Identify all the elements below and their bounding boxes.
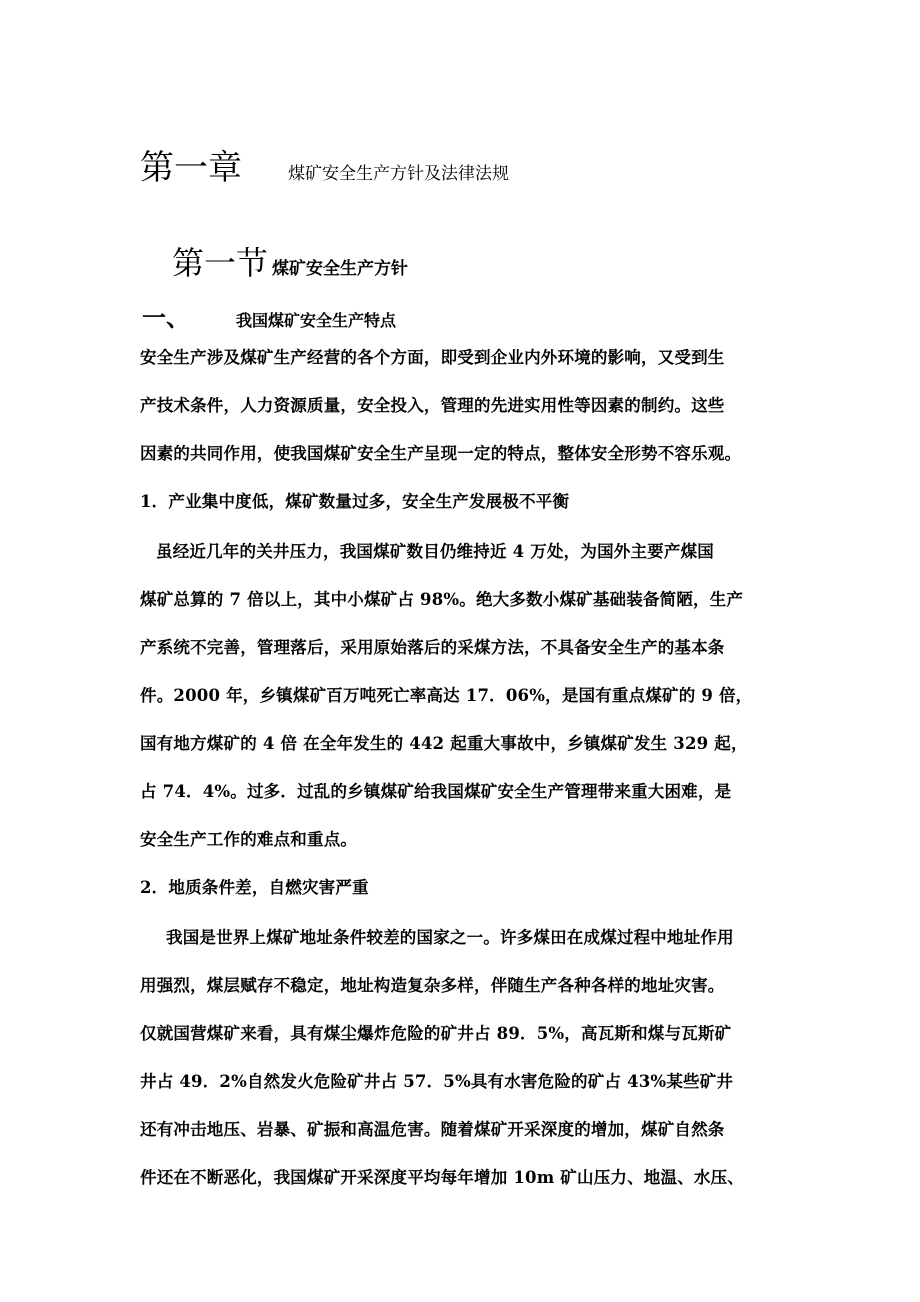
section-title: 煤矿安全生产方针 bbox=[272, 259, 409, 279]
body-line: 安全生产涉及煤矿生产经营的各个方面，即受到企业内外环境的影响，又受到生 bbox=[140, 348, 725, 367]
body-line: 井占 49．2%自然发火危险矿井占 57．5%具有水害危险的矿占 43%某些矿井 bbox=[140, 1072, 734, 1091]
body-line: 煤矿总算的 7 倍以上，其中小煤矿占 98%。绝大多数小煤矿基础装备简陋，生产 bbox=[140, 590, 744, 609]
subsection-heading bbox=[142, 298, 396, 333]
chapter-title: 煤矿安全生产方针及法律法规 bbox=[288, 164, 509, 184]
body-line: 仅就国营煤矿来看，具有煤尘爆炸危险的矿井占 89．5%，高瓦斯和煤与瓦斯矿 bbox=[140, 1024, 732, 1043]
body-line: 件。2000 年，乡镇煤矿百万吨死亡率高达 17．06%，是国有重点煤矿的 9 倍， bbox=[140, 686, 753, 705]
body-line: 我国是世界上煤矿地址条件较差的国家之一。许多煤田在成煤过程中地址作用 bbox=[166, 928, 734, 947]
section-heading bbox=[172, 238, 408, 284]
subsection-title: 我国煤矿安全生产特点 bbox=[236, 311, 397, 330]
subsection-number: 一、 bbox=[142, 303, 190, 332]
body-line: 安全生产工作的难点和重点。 bbox=[140, 830, 358, 849]
body-line: 还有冲击地压、岩暴、矿振和高温危害。随着煤矿开采深度的增加，煤矿自然条 bbox=[140, 1120, 725, 1139]
list-heading-1: 1．产业集中度低，煤矿数量过多，安全生产发展极不平衡 bbox=[140, 492, 570, 511]
chapter-heading bbox=[140, 140, 509, 189]
body-line: 用强烈，煤层赋存不稳定，地址构造复杂多样，伴随生产各种各样的地址灾害。 bbox=[140, 976, 725, 995]
body-line: 虽经近几年的关井压力，我国煤矿数目仍维持近 4 万处，为国外主要产煤国 bbox=[156, 542, 714, 561]
chapter-number: 第一章 bbox=[140, 148, 242, 188]
body-line: 国有地方煤矿的 4 倍 在全年发生的 442 起重大事故中，乡镇煤矿发生 329 起， bbox=[140, 734, 748, 753]
body-line: 因素的共同作用，使我国煤矿安全生产呈现一定的特点，整体安全形势不容乐观。 bbox=[140, 444, 742, 463]
section-number: 第一节 bbox=[172, 244, 269, 282]
list-heading-2: 2．地质条件差，自燃灾害严重 bbox=[140, 878, 369, 897]
body-line: 占 74．4%。过多．过乱的乡镇煤矿给我国煤矿安全生产管理带来重大困难，是 bbox=[140, 782, 732, 801]
body-line: 件还在不断恶化，我国煤矿开采深度平均每年增加 10m 矿山压力、地温、水压、 bbox=[140, 1168, 745, 1187]
body-line: 产系统不完善，管理落后，采用原始落后的采煤方法，不具备安全生产的基本条 bbox=[140, 638, 725, 657]
body-line: 产技术条件，人力资源质量，安全投入，管理的先进实用性等因素的制约。这些 bbox=[140, 396, 725, 415]
